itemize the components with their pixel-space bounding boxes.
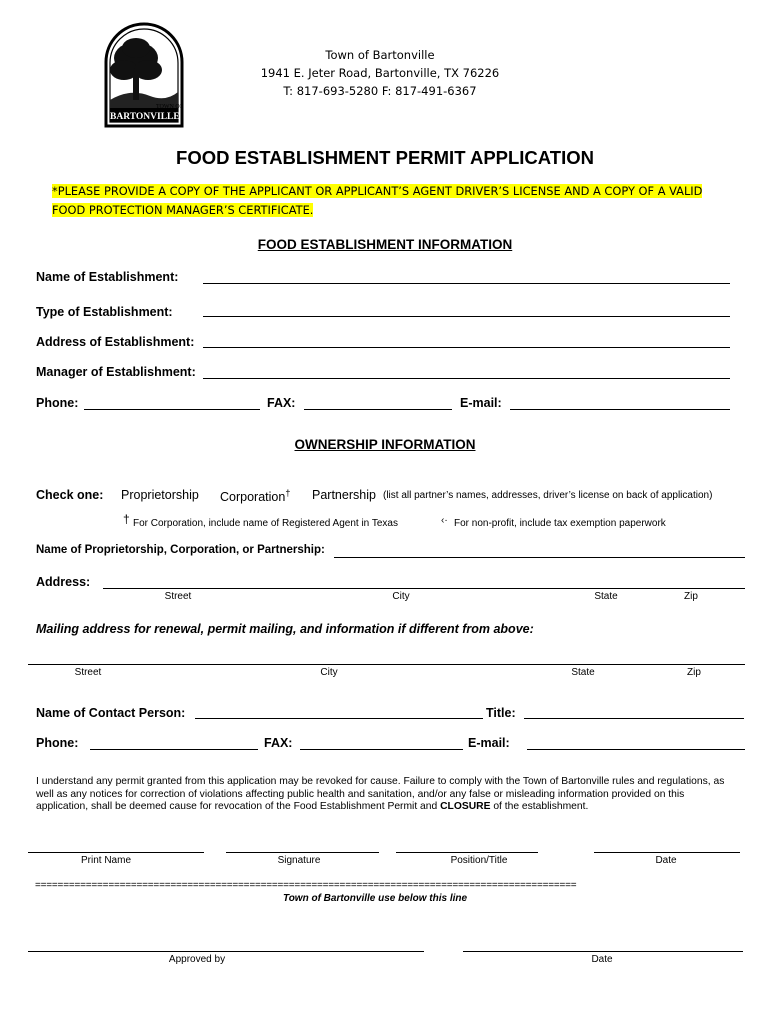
option-corporation-label: Corporation [220,490,286,505]
logo-text-top: TOWN OF [156,104,184,110]
date-caption: Date [655,855,677,866]
ownership-name-field[interactable] [334,557,745,558]
establishment-address-label: Address of Establishment: [36,335,195,349]
nonprofit-mark: ‹· [441,515,448,526]
notice-line-2: FOOD PROTECTION MANAGER’S CERTIFICATE. [52,203,314,217]
option-partnership[interactable]: Partnership [312,488,376,502]
contact-phone-field[interactable] [90,749,258,750]
establishment-name-label: Name of Establishment: [36,270,179,284]
office-use-label: Town of Bartonville use below this line [282,893,468,904]
address-state-caption: State [594,591,618,602]
letterhead [210,46,550,100]
mailing-address-label: Mailing address for renewal, permit mailing, and information if different from above: [36,622,534,636]
corporation-dagger-mark: † [285,488,291,498]
page-title: FOOD ESTABLISHMENT PERMIT APPLICATION [176,147,594,168]
letterhead-address: 1941 E. Jeter Road, Bartonville, TX 76226 [260,66,500,80]
ownership-address-label: Address: [36,575,91,589]
establishment-heading: FOOD ESTABLISHMENT INFORMATION [257,237,513,252]
address-city-caption: City [392,591,410,602]
contact-person-field[interactable] [195,718,483,719]
office-date-caption: Date [591,954,613,965]
approved-by-field[interactable] [28,951,424,952]
ownership-heading: OWNERSHIP INFORMATION [294,437,476,452]
mailing-city-caption: City [320,667,338,678]
establishment-email-label: E-mail: [460,396,502,410]
partnership-note: (list all partner’s names, addresses, driver’s license on back of application) [383,490,713,501]
option-corporation[interactable] [220,488,290,504]
address-zip-caption: Zip [684,591,698,602]
contact-phone-label: Phone: [36,736,79,750]
mailing-street-caption: Street [74,667,102,678]
notice-line-1: *PLEASE PROVIDE A COPY OF THE APPLICANT OR APPLICANT’S AGENT DRIVER’S LICENSE AND A COPY OF A VALID [52,184,703,198]
establishment-manager-label: Manager of Establishment: [36,365,196,379]
contact-fax-field[interactable] [300,749,463,750]
letterhead-contact: T: 817-693-5280 F: 817-491-6367 [283,84,477,98]
option-proprietorship[interactable]: Proprietorship [121,488,199,502]
town-logo [100,18,188,130]
approved-by-caption: Approved by [168,954,226,965]
ownership-name-label: Name of Proprietorship, Corporation, or Partnership: [36,544,325,556]
contact-person-label: Name of Contact Person: [36,706,186,720]
letterhead-town: Town of Bartonville [325,48,435,62]
contact-email-field[interactable] [527,749,745,750]
statement-text: I understand any permit granted from this application may be revoked for cause. Failure to comply with the Town of Bartonville rules and regulations, as well as any notices for correction of violations affecting public health and sanitation, and/or any false or misleading information provided on this application, shall be deemed cause for revocation of the Food Establishment Permit and [36,776,725,813]
contact-title-label: Title: [486,706,516,720]
statement-closure: CLOSURE [440,801,491,813]
nonprofit-note: For non-profit, include tax exemption paperwork [454,518,666,529]
signature-caption: Signature [277,855,321,866]
contact-title-field[interactable] [524,718,744,719]
corporation-note: For Corporation, include name of Registered Agent in Texas [133,518,398,529]
establishment-email-field[interactable] [510,409,730,410]
date-field[interactable] [594,852,740,853]
mailing-state-caption: State [571,667,595,678]
logo-text-bottom: BARTONVILLE [110,112,180,122]
print-name-field[interactable] [28,852,204,853]
address-street-caption: Street [164,591,192,602]
office-date-field[interactable] [463,951,743,952]
establishment-type-field[interactable] [203,316,730,317]
establishment-phone-label: Phone: [36,396,79,410]
establishment-phone-field[interactable] [84,409,260,410]
statement-text-end: of the establishment. [490,801,589,813]
establishment-fax-label: FAX: [267,396,296,410]
signature-field[interactable] [226,852,379,853]
establishment-name-field[interactable] [203,283,730,284]
mailing-zip-caption: Zip [687,667,701,678]
establishment-address-field[interactable] [203,347,730,348]
revocation-statement [36,776,736,814]
check-one-label: Check one: [36,488,104,502]
contact-email-label: E-mail: [468,736,510,750]
separator-line: ================================================================================================ [35,880,577,891]
position-title-caption: Position/Title [450,855,508,866]
mailing-address-field[interactable] [28,664,745,665]
corp-footnote-mark: † [123,512,130,526]
license-notice [52,182,712,220]
establishment-type-label: Type of Establishment: [36,305,173,319]
establishment-fax-field[interactable] [304,409,452,410]
position-title-field[interactable] [396,852,538,853]
contact-fax-label: FAX: [264,736,293,750]
print-name-caption: Print Name [80,855,132,866]
ownership-address-field[interactable] [103,588,745,589]
establishment-manager-field[interactable] [203,378,730,379]
